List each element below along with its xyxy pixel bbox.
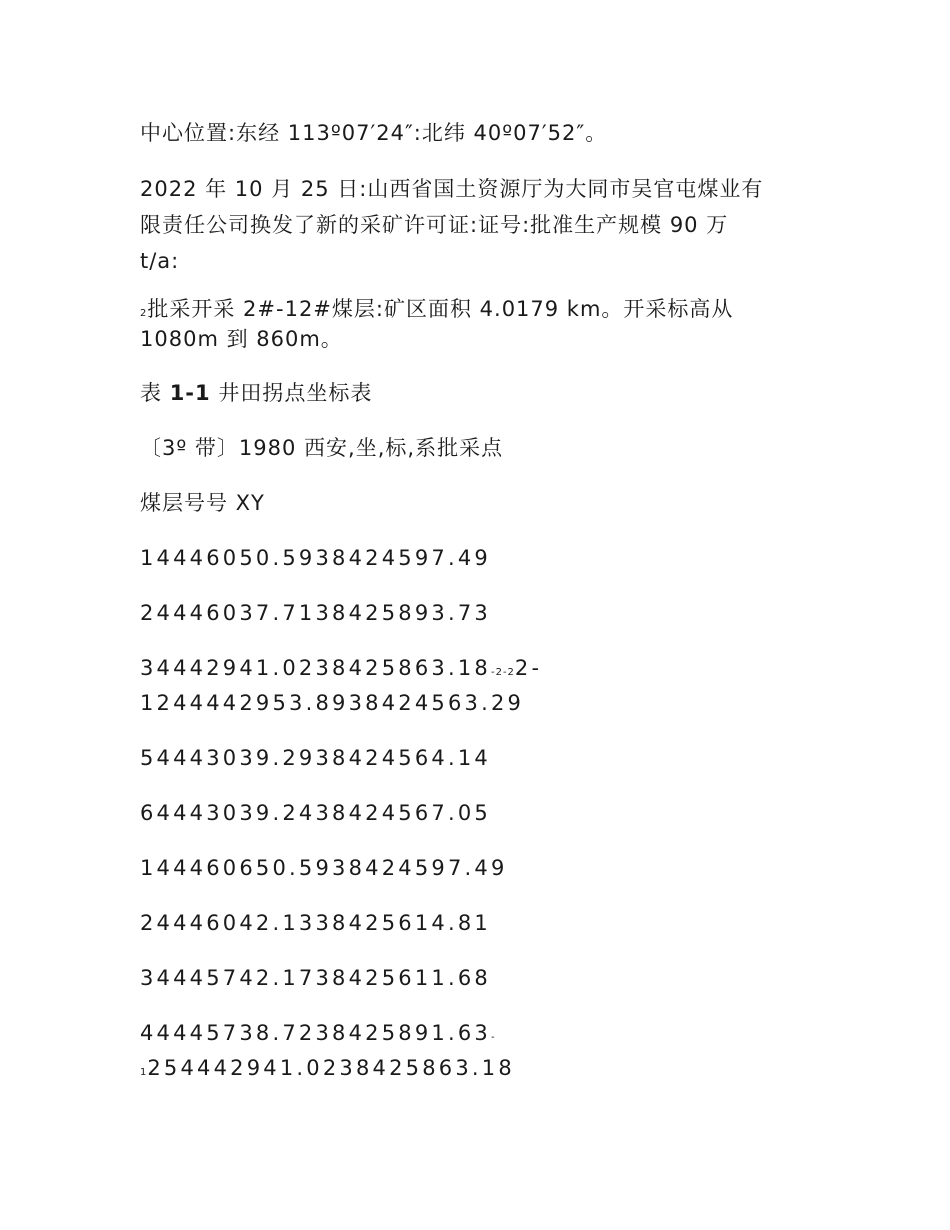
coordinate-row: 34445742.1738425611.68 — [140, 966, 491, 990]
permit-paragraph-line-1: 2022 年 10 月 25 日:山西省国土资源厅为大同市吴官屯煤业有 — [140, 177, 764, 201]
table-caption — [140, 378, 372, 408]
coordinate-system-line: 〔3º 带〕1980 西安,坐,标,系批采点 — [140, 436, 504, 460]
table-caption-number: 1-1 — [169, 381, 211, 405]
coordinate-row — [140, 1053, 515, 1088]
mining-area-line-2: 1080m 到 860m。 — [140, 327, 343, 351]
coordinate-row-text: 34442941.0238425863.18 — [140, 656, 491, 680]
coordinate-row: 14446050.5938424597.49 — [140, 546, 491, 570]
table-header-line: 煤层号号 XY — [140, 491, 265, 515]
coordinate-row: 1244442953.8938424563.29 — [140, 691, 525, 715]
area-line-1-text: 批采开采 2#-12#煤层:矿区面积 4.0179 km。开采标高从 — [147, 297, 734, 321]
coordinate-row: 64443039.2438424567.05 — [140, 801, 491, 825]
coordinate-row: 24446042.1338425614.81 — [140, 911, 491, 935]
coordinate-row: 24446037.7138425893.73 — [140, 601, 491, 625]
row-subscript: 1 — [140, 1067, 148, 1078]
area-subscript: 2 — [140, 308, 148, 319]
permit-paragraph-line-3: t/a: — [140, 249, 180, 273]
coordinate-row: 144460650.5938424597.49 — [140, 856, 508, 880]
row-tail: 2- — [514, 656, 543, 680]
table-caption-prefix: 表 — [140, 381, 170, 405]
coordinate-row — [140, 653, 542, 688]
coordinate-row — [140, 1018, 496, 1053]
table-caption-text: 井田拐点坐标表 — [210, 381, 373, 405]
center-position-line: 中心位置:东经 113º07′24″:北纬 40º07′52″。 — [140, 121, 608, 145]
row-subscript: - — [490, 1032, 496, 1043]
coordinate-row: 54443039.2938424564.14 — [140, 746, 491, 770]
permit-paragraph-line-2: 限责任公司换发了新的采矿许可证:证号:批准生产规模 90 万 — [140, 213, 729, 237]
coordinate-row-text: 44445738.7238425891.63 — [140, 1021, 491, 1045]
row-subscript: -2-2 — [490, 667, 515, 678]
coordinate-row-text: 254442941.0238425863.18 — [147, 1056, 515, 1080]
